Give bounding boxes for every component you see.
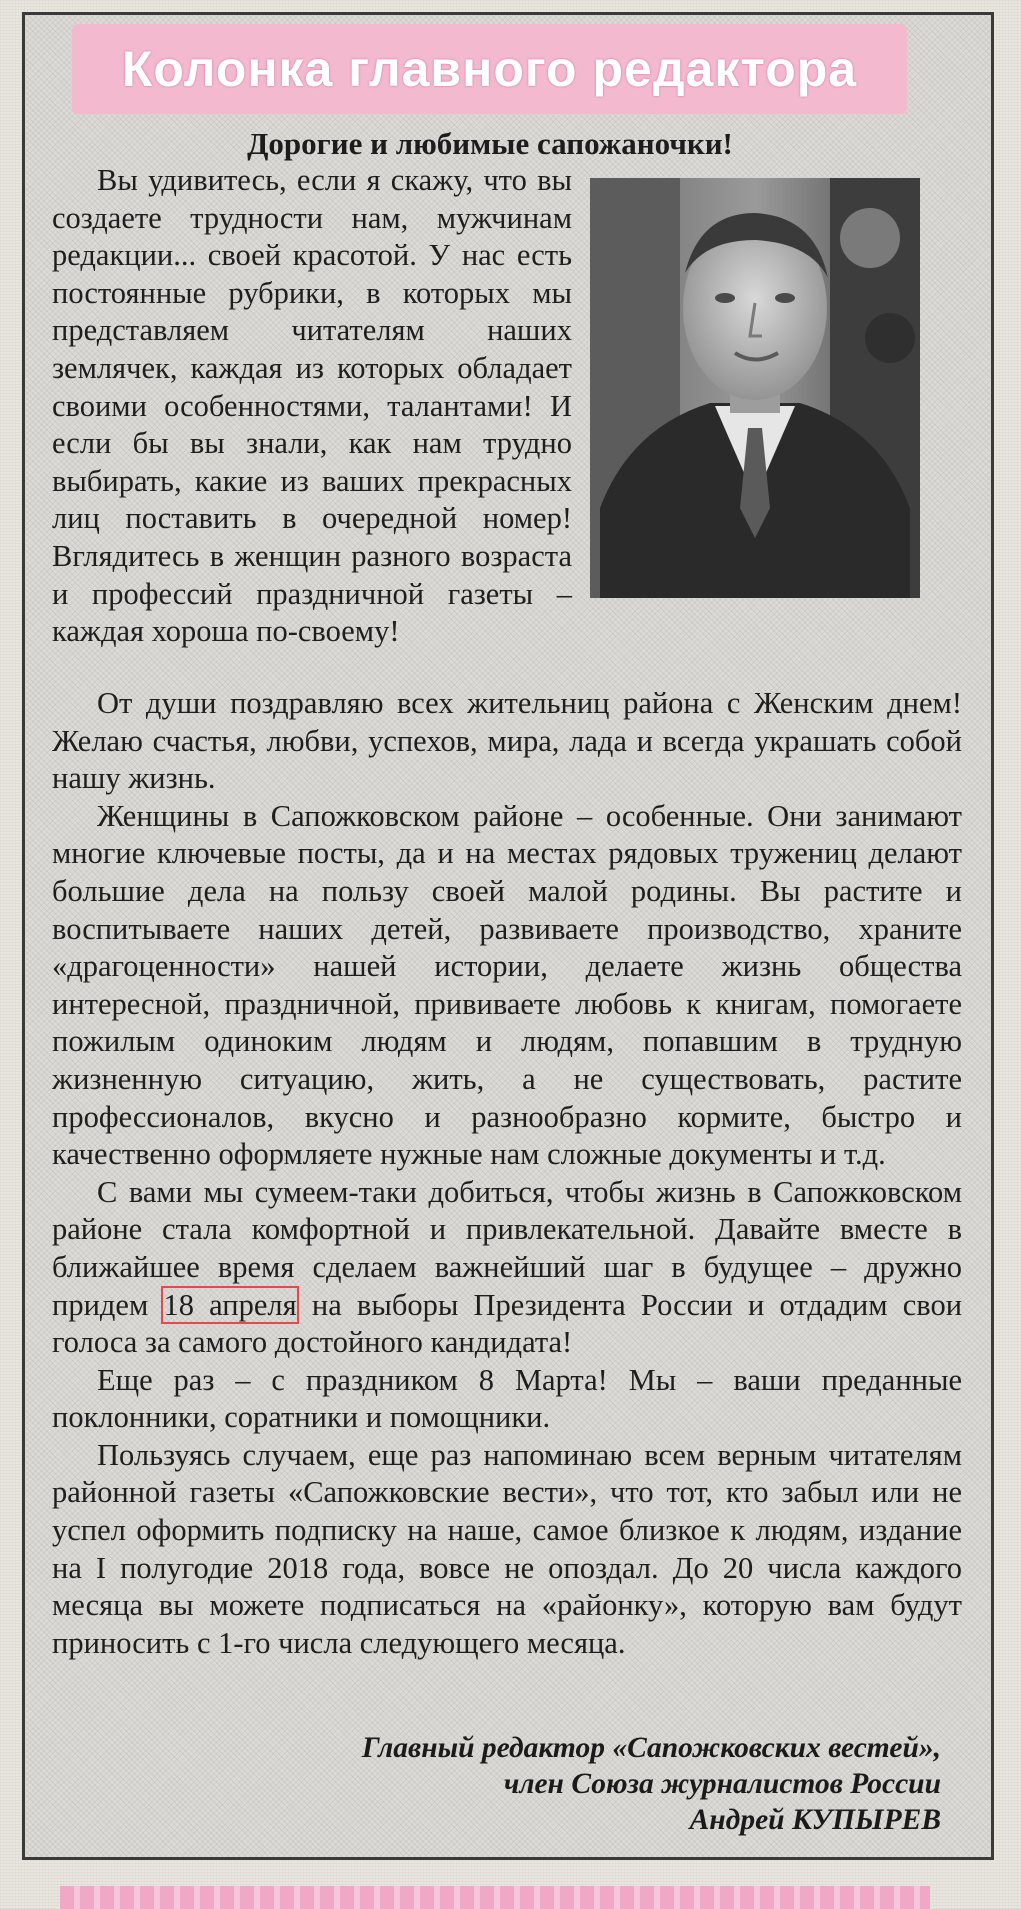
paragraph-3: Женщины в Сапожковском районе – особенные. Они занимают многие ключевые посты, да и на местах рядовых тружениц делают большие дела на пользу своей малой родины. Вы растите и воспитываете наших детей, развиваете производство, храните «драгоценности» нашей истории, делаете жизнь общества интересной, праздничной, прививаете любовь к книгам, помогаете пожилым одиноким людям и людям, попавшим в трудную жизненную ситуацию, жить, а не существовать, растите профессионалов, вкусно и разнообразно кормите, быстро и качественно оформляете нужные нам сложные документы и т.д. bbox=[52, 798, 962, 1172]
paragraph-6: Пользуясь случаем, еще раз напоминаю всем верным читателям районной газеты «Сапожковские вести», что тот, кто забыл или не успел оформить подписку на наше, самое близкое к людям, издание на I полугодие 2018 года, вовсе не опоздал. До 20 числа каждого месяца вы можете подписаться на «районку», которую вам будут приносить с 1-го числа следующего месяца. bbox=[52, 1437, 962, 1660]
paragraph-4-start: С вами мы сумеем-таки добиться, чтобы жизнь в Сапожковском районе стала комфортной и привлекательной. Давайте вместе в ближайшее время сделаем важнейший шаг в будущее – дружно придем bbox=[52, 1174, 962, 1322]
article-body bbox=[52, 685, 962, 1662]
article-intro bbox=[52, 162, 572, 651]
editor-portrait-image bbox=[590, 178, 920, 598]
signature-membership: член Союза журналистов России bbox=[503, 1768, 941, 1800]
paragraph-4-end: на выборы Президента России и отдадим свои голоса за самого достойного кандидата! bbox=[52, 1287, 963, 1360]
author-signature bbox=[141, 1730, 941, 1838]
editor-photo bbox=[590, 178, 920, 598]
paragraph-1: Вы удивитесь, если я скажу, что вы создаете трудности нам, мужчинам редакции... своей красотой. У нас есть постоянные рубрики, в которых мы представляем читателям наших землячек, каждая из которых обладает своими особенностями, талантами! И если бы вы знали, как нам трудно выбирать, какие из ваших прекрасных лиц поставить в очередной номер! Вглядитесь в женщин разного возраста и профессий праздничной газеты – каждая хороша по-своему! bbox=[52, 163, 572, 649]
signature-position: Главный редактор «Сапожковских вестей», bbox=[361, 1732, 941, 1764]
next-article-header-strip bbox=[60, 1886, 930, 1909]
paragraph-5: Еще раз – с праздником 8 Марта! Мы – ваши преданные поклонники, соратники и помощники. bbox=[52, 1362, 962, 1435]
column-title: Колонка главного редактора bbox=[121, 41, 858, 97]
signature-name: Андрей КУПЫРЕВ bbox=[689, 1804, 941, 1836]
column-header bbox=[72, 24, 907, 114]
paragraph-4 bbox=[52, 1174, 962, 1362]
paragraph-2: От души поздравляю всех жительниц района с Женским днем! Желаю счастья, любви, успехов, мира, лада и всегда украшать собой нашу жизнь. bbox=[52, 686, 962, 796]
article-salutation: Дорогие и любимые сапожаночки! bbox=[247, 126, 733, 161]
election-date-highlight: 18 апреля bbox=[163, 1287, 297, 1322]
